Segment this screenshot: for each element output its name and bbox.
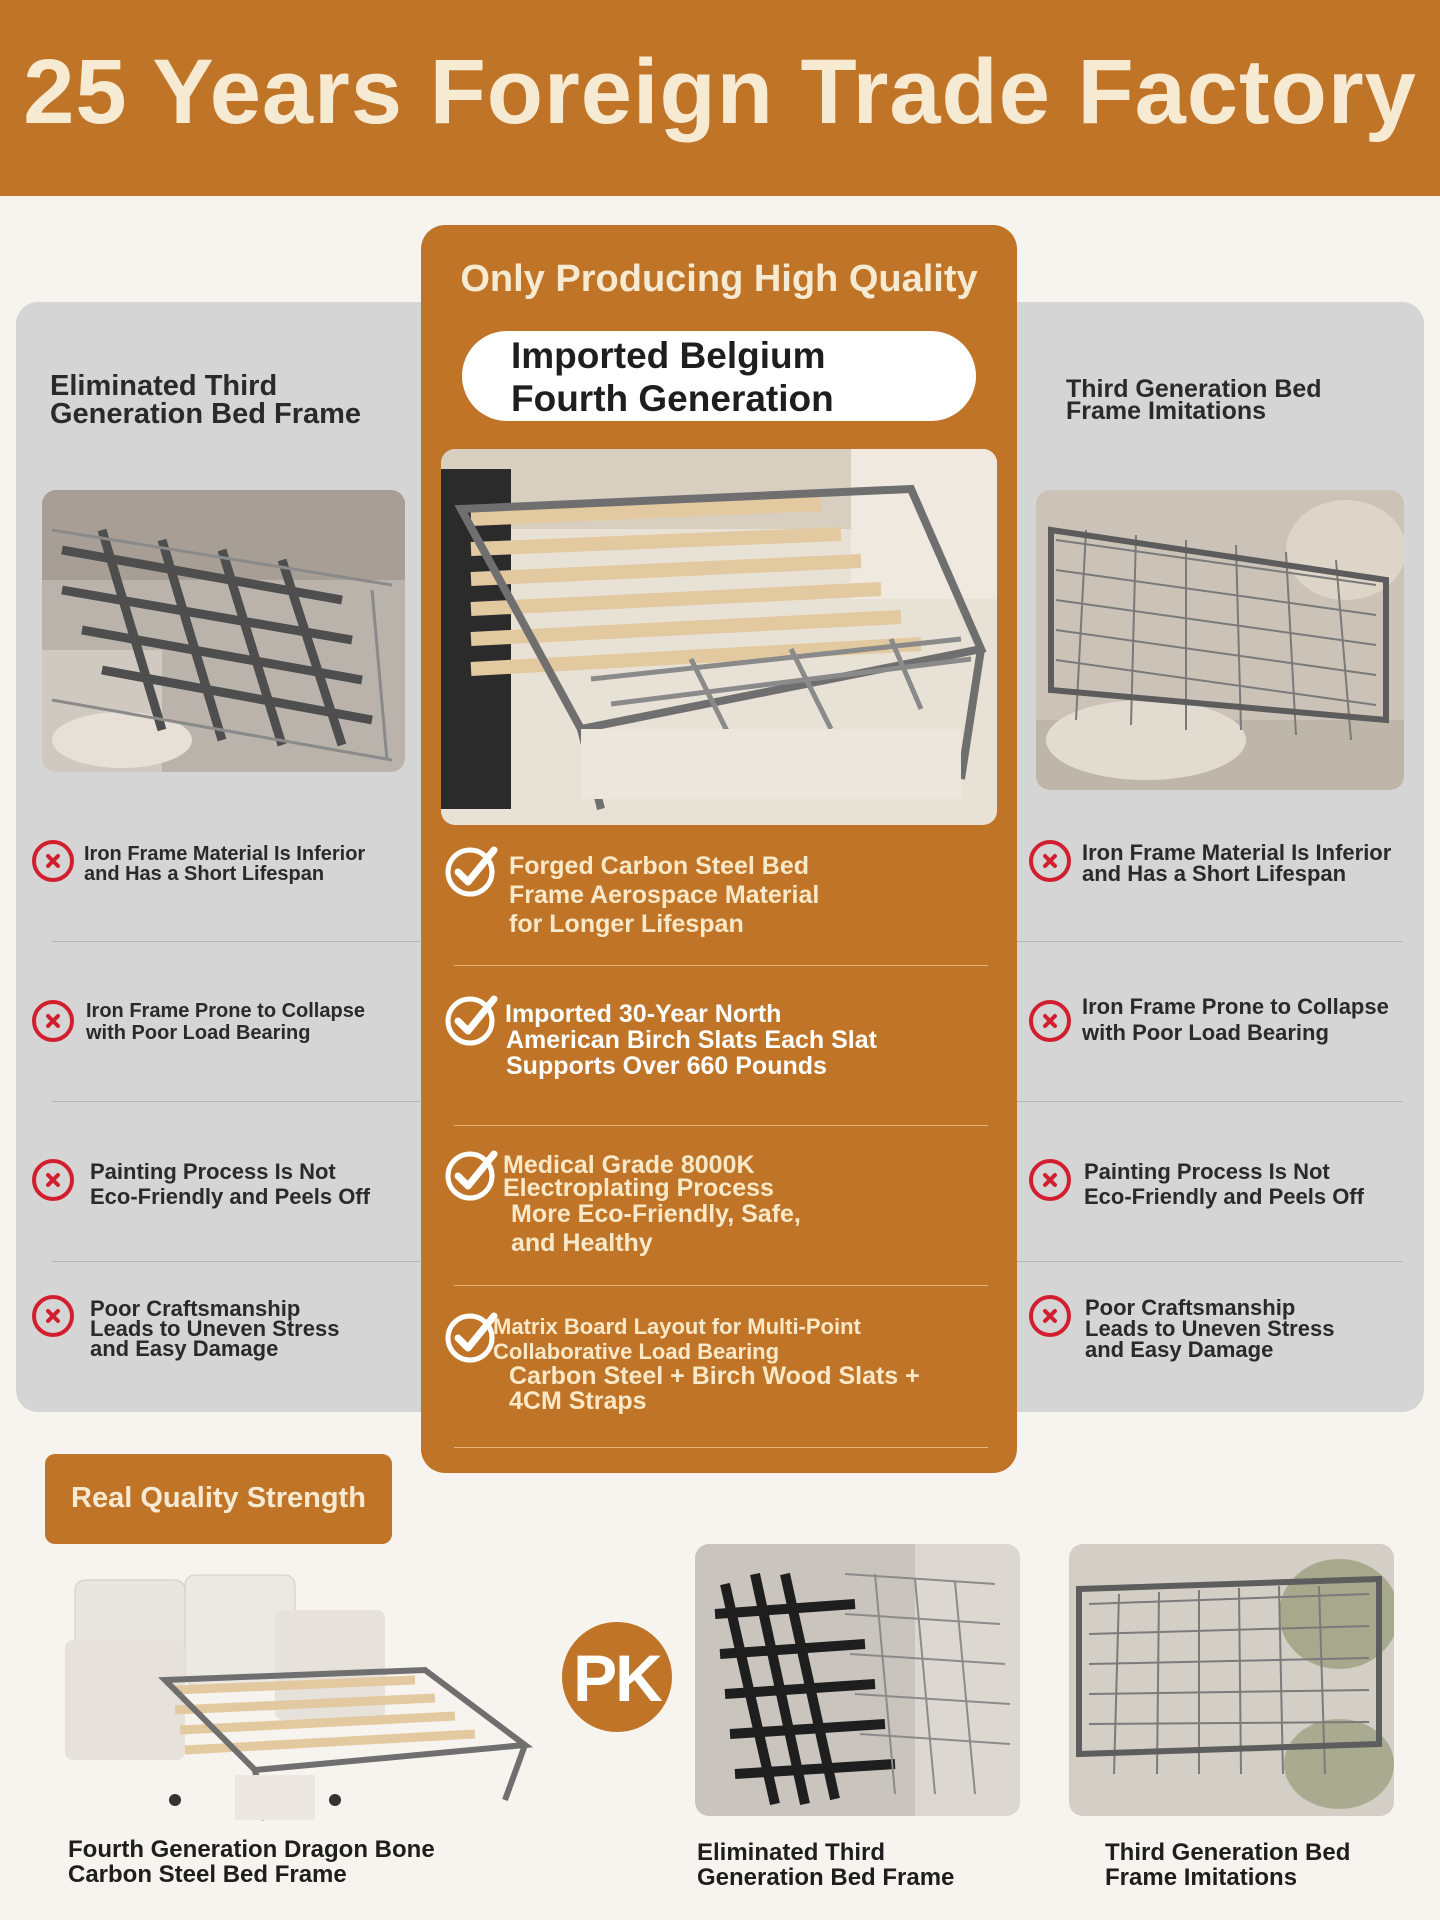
- real-quality-label: Real Quality Strength: [71, 1482, 366, 1514]
- right-item-4: Poor Craftsmanship Leads to Uneven Stress and Easy Damage: [1085, 1295, 1335, 1362]
- check-circle-icon: [444, 1146, 500, 1202]
- left-bed-frame-photo: [42, 490, 405, 772]
- right-item-3: Painting Process Is Not Eco-Friendly and Peels Off: [1084, 1159, 1364, 1209]
- page-title: 25 Years Foreign Trade Factory: [23, 41, 1417, 143]
- eliminated-frame-photo: [695, 1544, 1020, 1816]
- divider: [1017, 1261, 1403, 1262]
- divider: [52, 1101, 420, 1102]
- caption-eliminated: Eliminated Third Generation Bed Frame: [697, 1839, 955, 1891]
- left-item-2: Iron Frame Prone to Collapse with Poor Load Bearing: [86, 1000, 365, 1044]
- left-item-1: Iron Frame Material Is Inferior and Has a Short Lifespan: [84, 843, 366, 885]
- center-item-1: Forged Carbon Steel Bed Frame Aerospace Material for Longer Lifespan: [509, 852, 820, 938]
- divider: [52, 1261, 420, 1262]
- center-item-3: Medical Grade 8000K Electroplating Process More Eco-Friendly, Safe, and Healthy: [503, 1151, 801, 1257]
- divider: [454, 1447, 988, 1448]
- right-item-1: Iron Frame Material Is Inferior and Has a Short Lifespan: [1082, 840, 1392, 886]
- divider: [52, 941, 420, 942]
- divider: [454, 1285, 988, 1286]
- right-column-title: Third Generation Bed Frame Imitations: [1066, 375, 1322, 425]
- x-mark-icon: [32, 1000, 74, 1042]
- x-mark-icon: [32, 1295, 74, 1337]
- x-mark-icon: [1029, 1000, 1071, 1042]
- check-circle-icon: [444, 1308, 500, 1364]
- divider: [1017, 1101, 1403, 1102]
- x-mark-icon: [1029, 1295, 1071, 1337]
- divider: [1017, 941, 1403, 942]
- caption-fourth-generation: Fourth Generation Dragon Bone Carbon Steel Bed Frame: [68, 1836, 435, 1888]
- caption-imitations: Third Generation Bed Frame Imitations: [1105, 1839, 1351, 1891]
- left-item-4: Poor Craftsmanship Leads to Uneven Stress and Easy Damage: [90, 1296, 340, 1361]
- check-circle-icon: [444, 842, 500, 898]
- pk-badge: PK: [562, 1622, 672, 1732]
- center-bed-frame-photo: [441, 449, 997, 825]
- x-mark-icon: [1029, 1159, 1071, 1201]
- divider: [454, 1125, 988, 1126]
- x-mark-icon: [1029, 840, 1071, 882]
- left-column-title: Eliminated Third Generation Bed Frame: [50, 370, 362, 430]
- center-heading: Only Producing High Quality: [460, 258, 978, 300]
- imitation-frame-photo: [1069, 1544, 1394, 1816]
- x-mark-icon: [32, 840, 74, 882]
- right-item-2: Iron Frame Prone to Collapse with Poor Load Bearing: [1082, 994, 1389, 1045]
- center-item-2: Imported 30-Year North American Birch Slats Each Slat Supports Over 660 Pounds: [505, 1000, 877, 1080]
- center-item-4: Matrix Board Layout for Multi-Point Collaborative Load Bearing Carbon Steel + Birch Wood Slats + 4CM Straps: [493, 1314, 920, 1415]
- divider: [454, 965, 988, 966]
- x-mark-icon: [32, 1159, 74, 1201]
- product-pill-text: Imported Belgium Fourth Generation: [511, 335, 834, 419]
- right-bed-frame-photo: [1036, 490, 1404, 790]
- check-circle-icon: [444, 991, 500, 1047]
- sofa-bed-photo: [55, 1560, 535, 1830]
- left-item-3: Painting Process Is Not Eco-Friendly and Peels Off: [90, 1159, 370, 1209]
